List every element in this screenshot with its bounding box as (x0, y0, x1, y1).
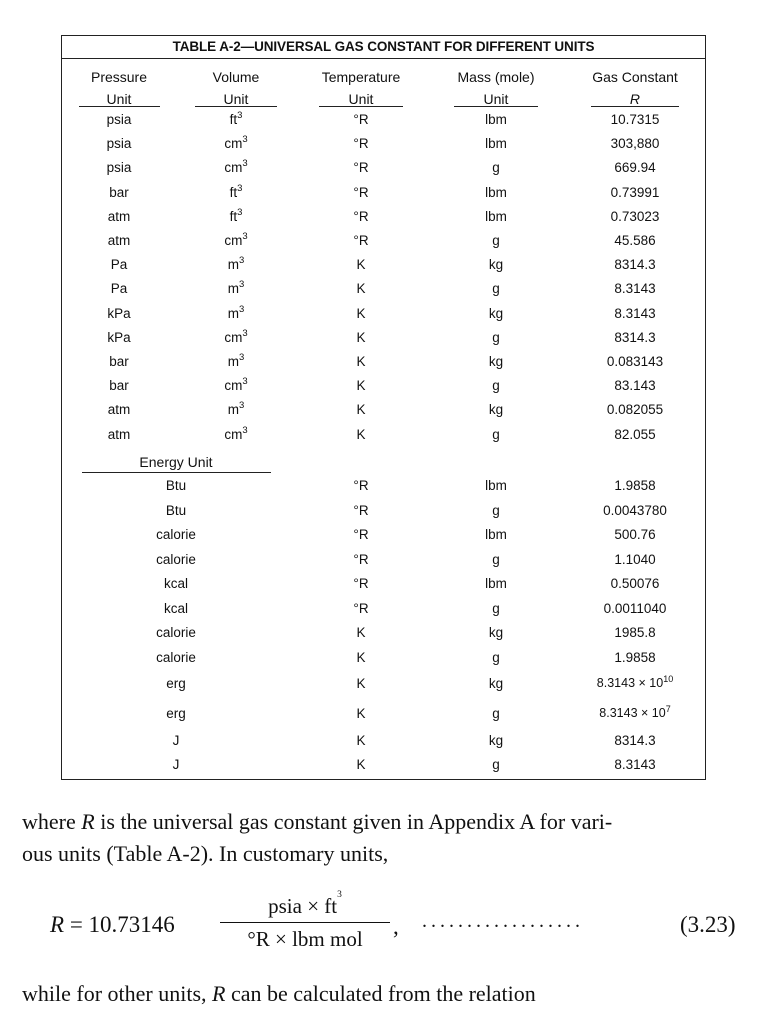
volume-unit-cell (228, 354, 245, 369)
pressure-unit-cell: psia (106, 112, 132, 127)
gas-constant-cell: 82.055 (614, 426, 656, 442)
temperature-unit-cell: °R (353, 600, 369, 616)
pressure-unit-cell: bar (109, 354, 129, 369)
header-text: Pressure (90, 69, 148, 85)
equation-leader-dots: .................. (422, 910, 584, 932)
text-fragment: while for other units, (22, 981, 213, 1006)
volume-base: m (227, 354, 239, 369)
volume-base: cm (224, 233, 243, 248)
volume-base: m (227, 402, 239, 418)
table-row (62, 424, 705, 451)
mass-unit-cell: g (492, 706, 500, 721)
table-row (62, 733, 705, 757)
header-underline (591, 106, 679, 107)
fraction-bar (220, 922, 390, 923)
energy-unit-header: Energy Unit (139, 454, 213, 470)
header-volume-unit (213, 66, 260, 110)
fraction-numerator (220, 892, 390, 920)
volume-base: ft (229, 112, 238, 127)
temperature-unit-cell: °R (353, 160, 369, 176)
energy-unit-cell: calorie (156, 649, 196, 665)
temperature-unit-cell: °R (353, 551, 369, 567)
energy-unit-cell: calorie (156, 625, 196, 640)
table-row (62, 378, 705, 402)
volume-exponent: 3 (238, 279, 245, 291)
temperature-unit-cell: K (356, 625, 366, 640)
temperature-unit-cell: K (356, 305, 366, 321)
temperature-unit-cell: °R (353, 184, 369, 200)
mass-unit-cell: g (492, 551, 500, 567)
temperature-unit-cell: K (356, 706, 366, 721)
temperature-unit-cell: °R (353, 112, 369, 127)
temperature-unit-cell: K (356, 426, 366, 442)
energy-unit-cell: kcal (163, 576, 189, 591)
gas-constant-cell: 8.3143 (614, 281, 656, 297)
gas-constant-cell: 8314.3 (614, 257, 656, 273)
mass-unit-cell: lbm (485, 576, 507, 591)
temperature-unit-cell: °R (353, 576, 369, 591)
mass-unit-cell: g (492, 233, 500, 248)
energy-unit-cell: J (172, 757, 180, 772)
mass-unit-cell: lbm (485, 112, 507, 127)
volume-exponent: 3 (242, 134, 248, 146)
header-text: Unit (223, 91, 249, 107)
gas-constant-cell: 1.9858 (614, 478, 656, 493)
header-underline (319, 106, 403, 107)
pressure-unit-cell: kPa (107, 329, 131, 345)
table-row (62, 281, 705, 305)
mass-unit-cell: g (492, 757, 500, 772)
pressure-unit-cell: atm (107, 402, 131, 418)
equation-fraction (220, 892, 390, 953)
mass-unit-cell: g (492, 329, 500, 345)
pressure-unit-cell: Pa (110, 257, 128, 273)
volume-exponent: 3 (238, 255, 245, 267)
table-row (62, 650, 705, 674)
mantissa: 8.3143 × 10 (599, 706, 666, 720)
table-row (62, 136, 705, 160)
volume-base: cm (224, 329, 243, 345)
mass-unit-cell: g (492, 160, 500, 176)
mass-unit-cell: g (492, 600, 500, 616)
mass-unit-cell: g (492, 378, 500, 394)
table-row (62, 206, 705, 233)
gas-constant-cell: 8314.3 (614, 329, 656, 345)
table-row (62, 354, 705, 378)
gas-constant-cell: 1985.8 (614, 625, 656, 640)
temperature-unit-cell: °R (353, 478, 369, 493)
temperature-unit-cell: K (356, 757, 366, 772)
energy-header-underline (82, 472, 271, 473)
equation-comma: , (393, 914, 399, 939)
table-row (62, 676, 705, 700)
mass-unit-cell: kg (488, 402, 504, 418)
paragraph-intro (22, 806, 752, 870)
pressure-unit-cell: atm (107, 208, 131, 224)
header-text: Gas Constant (592, 69, 678, 85)
table-row (62, 257, 705, 281)
table-row (62, 233, 705, 257)
energy-unit-cell: Btu (165, 502, 187, 518)
gas-constant-cell: 0.083143 (606, 354, 664, 369)
volume-unit-cell (229, 206, 243, 224)
volume-exponent: 3 (238, 352, 245, 363)
energy-unit-cell: erg (166, 676, 186, 691)
gas-constant-cell: 0.73991 (610, 184, 660, 200)
volume-exponent: 3 (242, 424, 248, 436)
mass-unit-cell: kg (488, 305, 504, 321)
mass-unit-cell: lbm (485, 184, 507, 200)
gas-constant-cell: 0.73023 (610, 208, 660, 224)
temperature-unit-cell: K (356, 649, 366, 665)
pressure-unit-cell: atm (107, 233, 131, 248)
equation-number: (3.23) (680, 912, 736, 937)
mass-unit-cell: lbm (485, 136, 507, 152)
volume-exponent: 3 (242, 376, 248, 388)
volume-exponent: 3 (242, 158, 248, 170)
temperature-unit-cell: K (356, 733, 366, 748)
pressure-unit-cell: kPa (107, 305, 131, 321)
gas-constant-cell: 0.0043780 (603, 502, 667, 518)
volume-base: m (227, 281, 239, 297)
table-row (62, 402, 705, 426)
header-text: Temperature (321, 69, 401, 85)
volume-unit-cell (228, 257, 245, 272)
header-gas-constant (592, 66, 678, 110)
energy-unit-cell: J (172, 733, 180, 748)
symbol-R: R (212, 981, 226, 1006)
header-text: Volume (212, 69, 260, 85)
temperature-unit-cell: K (356, 378, 366, 394)
volume-exponent: 3 (242, 327, 248, 339)
table-row (62, 182, 705, 209)
volume-unit-cell (224, 160, 247, 175)
symbol-R: R (50, 912, 65, 937)
volume-unit-cell (224, 378, 247, 393)
header-text: Unit (348, 91, 374, 107)
volume-base: m (227, 257, 239, 273)
temperature-unit-cell: °R (353, 502, 369, 518)
mass-unit-cell: lbm (485, 478, 507, 493)
pressure-unit-cell: psia (106, 160, 132, 176)
symbol-R: R (81, 809, 95, 834)
header-underline (79, 106, 160, 107)
table-row (62, 327, 705, 354)
temperature-unit-cell: °R (353, 136, 369, 152)
gas-constant-cell: 10.7315 (610, 112, 660, 127)
energy-unit-cell: erg (166, 706, 186, 721)
gas-constant-cell: 8.3143 (614, 757, 656, 772)
volume-unit-cell (228, 281, 245, 296)
mass-unit-cell: g (492, 281, 500, 297)
pressure-unit-cell: bar (109, 378, 129, 394)
volume-unit-cell (224, 136, 247, 151)
volume-base: ft (229, 184, 238, 200)
mass-unit-cell: lbm (485, 208, 507, 224)
exponent: 10 (663, 674, 674, 684)
text-fragment: ous units (Table A-2). In customary units, (22, 841, 389, 866)
temperature-unit-cell: K (356, 676, 366, 691)
volume-unit-cell (224, 233, 247, 248)
temperature-unit-cell: °R (353, 527, 369, 542)
table-row (62, 478, 705, 502)
gas-constant-table (61, 35, 706, 780)
pressure-unit-cell: bar (109, 184, 129, 200)
gas-constant-cell: 1.9858 (614, 649, 656, 665)
header-text: Unit (483, 91, 509, 107)
gas-constant-cell: 669.94 (614, 160, 656, 176)
table-title: TABLE A-2—UNIVERSAL GAS CONSTANT FOR DIFFERENT UNITS (172, 39, 595, 54)
energy-unit-cell: calorie (156, 551, 196, 567)
gas-constant-cell: 8314.3 (614, 733, 656, 748)
volume-unit-cell (230, 112, 243, 127)
gas-constant-cell: 1.1040 (614, 551, 656, 567)
text-fragment: can be calculated from the relation (225, 981, 536, 1006)
table-row (62, 552, 705, 576)
header-text: Unit (106, 91, 132, 107)
table-row (62, 625, 705, 649)
volume-base: cm (224, 160, 243, 176)
temperature-unit-cell: K (356, 354, 366, 369)
mantissa: 8.3143 × 10 (596, 676, 664, 690)
table-row (62, 706, 705, 730)
header-underline (195, 106, 277, 107)
mass-unit-cell: g (492, 426, 500, 442)
volume-exponent: 3 (237, 182, 243, 194)
gas-constant-cell (599, 706, 670, 720)
mass-unit-cell: kg (488, 625, 504, 640)
mass-unit-cell: kg (488, 676, 504, 691)
gas-constant-cell: 303,880 (610, 136, 660, 152)
gas-constant-cell: 83.143 (614, 378, 656, 394)
exponent: 7 (665, 704, 671, 714)
volume-unit-cell (227, 303, 245, 321)
fraction-denominator: °R × lbm mol (247, 927, 363, 951)
text-fragment: where (22, 809, 82, 834)
volume-base: m (227, 305, 239, 321)
header-text: R (629, 91, 641, 107)
gas-constant-cell: 45.586 (614, 233, 656, 248)
energy-unit-cell: kcal (163, 600, 189, 616)
volume-base: cm (224, 136, 243, 152)
table-row (62, 112, 705, 136)
header-text: Mass (mole) (457, 69, 535, 85)
volume-base: cm (224, 426, 243, 442)
temperature-unit-cell: K (356, 281, 366, 297)
table-row (62, 757, 705, 781)
table-row (62, 160, 705, 184)
temperature-unit-cell: K (356, 402, 366, 418)
header-underline (454, 106, 538, 107)
volume-unit-cell (224, 327, 248, 345)
volume-exponent: 3 (238, 400, 245, 412)
gas-constant-cell (597, 676, 673, 690)
temperature-unit-cell: K (356, 257, 366, 273)
header-pressure-unit (91, 66, 147, 110)
mass-unit-cell: kg (488, 257, 504, 273)
volume-exponent: 3 (237, 110, 243, 121)
gas-constant-cell: 500.76 (614, 527, 656, 542)
mass-unit-cell: lbm (485, 527, 507, 542)
pressure-unit-cell: Pa (110, 281, 128, 297)
table-row (62, 576, 705, 600)
mass-unit-cell: kg (488, 354, 504, 369)
pressure-unit-cell: atm (107, 426, 131, 442)
title-divider (62, 58, 705, 59)
mass-unit-cell: g (492, 502, 500, 518)
energy-unit-cell: calorie (156, 527, 196, 542)
volume-exponent: 3 (238, 303, 245, 315)
text-fragment: is the universal gas constant given in Appendix A for vari- (94, 809, 613, 834)
volume-exponent: 3 (242, 231, 248, 242)
gas-constant-cell: 0.082055 (606, 402, 664, 418)
gas-constant-cell: 8.3143 (614, 305, 656, 321)
mass-unit-cell: g (492, 649, 500, 665)
equation-lhs (50, 912, 175, 938)
volume-unit-cell (228, 402, 245, 417)
numerator-text: psia × ft (268, 894, 338, 918)
volume-exponent: 3 (237, 206, 243, 218)
table-row (62, 527, 705, 551)
mass-unit-cell: kg (488, 733, 504, 748)
paragraph-followup (22, 978, 752, 1010)
table-row (62, 303, 705, 330)
pressure-unit-cell: psia (106, 136, 132, 152)
gas-constant-cell: 0.0011040 (603, 600, 667, 616)
volume-unit-cell (229, 182, 243, 200)
energy-unit-cell: Btu (165, 478, 187, 493)
header-temperature-unit (322, 66, 401, 110)
gas-constant-cell: 0.50076 (610, 576, 660, 591)
equation-value: = 10.73146 (64, 912, 175, 937)
table-row (62, 503, 705, 527)
volume-base: ft (229, 208, 238, 224)
table-row (62, 601, 705, 625)
equation-3-23 (50, 892, 750, 964)
temperature-unit-cell: °R (353, 208, 369, 224)
header-mass-unit (457, 66, 534, 110)
temperature-unit-cell: °R (353, 233, 369, 248)
volume-unit-cell (224, 424, 248, 442)
volume-base: cm (224, 378, 243, 394)
numerator-exponent: 3 (337, 890, 342, 900)
temperature-unit-cell: K (356, 329, 366, 345)
